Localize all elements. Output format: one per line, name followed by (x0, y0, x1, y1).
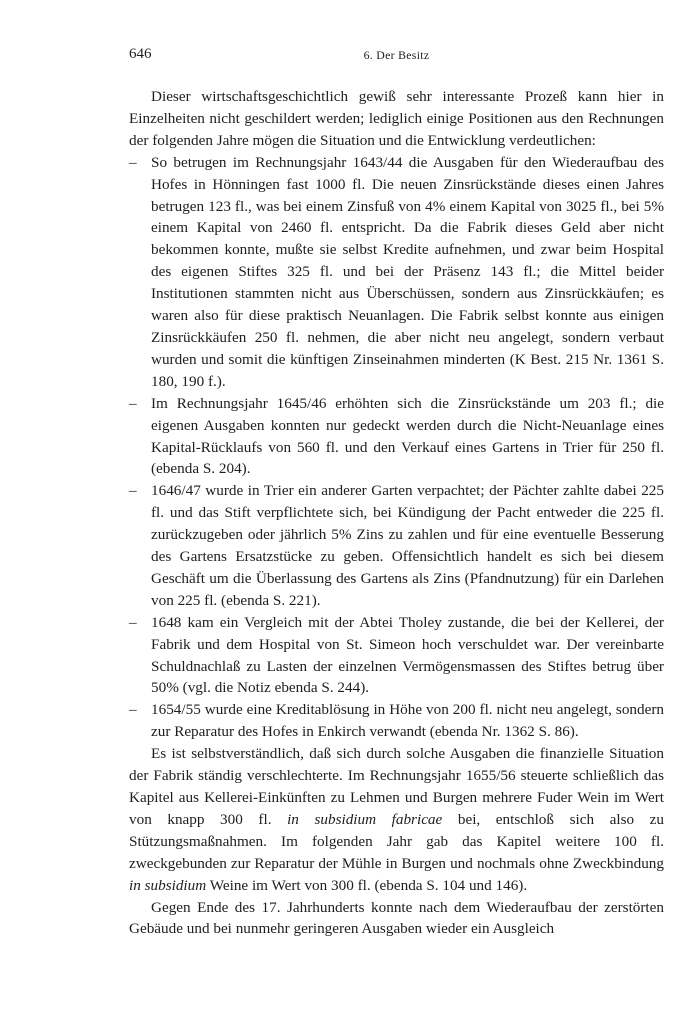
latin-phrase: in subsidium fabricae (287, 810, 443, 828)
list-item-text: 1654/55 wurde eine Kreditablösung in Höhe von 200 fl. nicht neu angelegt, sondern zur Reparatur des Hofes in Enkirch verwandt (ebenda Nr. 1362 S. 86). (151, 701, 664, 741)
list-item-text: 1648 kam ein Vergleich mit der Abtei Tholey zustande, die bei der Kellerei, der Fabrik und dem Hospital von St. Simeon hoch verschuldet war. Der vereinbarte Schuldnachlaß zu Lasten der einzelnen Vermögensmassen des Stiftes betrug über 50% (vgl. die Notiz ebenda S. 244). (151, 613, 664, 697)
list-item-text: So betrugen im Rechnungsjahr 1643/44 die Ausgaben für den Wiederaufbau des Hofes in Hönningen fast 1000 fl. Die neuen Zinsrückstände dieses einen Jahres betrugen 123 fl., was bei einem Zinsfuß von 4% einem Kapital von 3025 fl., bei 5% einem Kapital von 2460 fl. entspricht. Da die Fabrik dieses Geld aber nicht bekommen konnte, mußte sie selbst Kredite aufnehmen, und zwar beim Hospital des eigenen Stiftes 325 fl. und bei der Präsenz 143 fl.; die Mittel beider Institutionen stammten nicht aus Überschüssen, sondern aus Zinsrückkäufen; es waren also für diese praktisch Neuanlagen. Die Fabrik selbst konnte aus einigen Zinsrückkäufen 250 fl. nehmen, die aber nicht neu angelegt, sondern verbaut wurden und somit die künftigen Zinseinahmen minderten (K Best. 215 Nr. 1361 S. 180, 190 f.). (151, 153, 664, 390)
list-item-text: 1646/47 wurde in Trier ein anderer Garten verpachtet; der Pächter zahlte dabei 225 fl. und das Stift verpflichtete sich, bei Kündigung der Pacht entweder die 225 fl. zurückzugeben oder jährlich 5% Zins zu zahlen und für eine eventuelle Besserung des Gartens Ersatzstücke zu geben. Offensichtlich handelt es sich bei diesem Geschäft um die Überlassung des Gartens als Zins (Pfandnutzung) für ein Darlehen von 225 fl. (ebenda S. 221). (151, 482, 664, 609)
running-head: 6. Der Besitz (363, 48, 430, 62)
dash-marker: – (129, 394, 137, 412)
dash-marker: – (129, 153, 137, 171)
paragraph-century-end: Gegen Ende des 17. Jahrhunderts konnte nach dem Wiederaufbau der zerstörten Gebäude und bei nunmehr geringeren Ausgaben wieder ein Ausgleich (129, 898, 664, 938)
paragraph-text: Es ist selbstverständlich, daß sich durch solche Ausgaben die finanzielle Situation der Fabrik ständig verschlechterte. Im Rechnungsjahr 1655/56 steuerte schließlich das Kapitel aus Kellerei-Einkünften zu Lehmen und Burgen mehrere Fuder Wein im Wert von knapp 300 fl. (129, 745, 664, 828)
dash-marker: – (129, 613, 137, 631)
page-header (129, 44, 664, 66)
dash-list (129, 152, 664, 743)
list-item (129, 612, 664, 700)
latin-phrase: in subsidium (129, 876, 207, 894)
dash-marker: – (129, 701, 137, 719)
page-number: 646 (129, 46, 152, 62)
paragraph-text: Weine im Wert von 300 fl. (ebenda S. 104 und 146). (206, 876, 528, 894)
body-text (129, 86, 664, 940)
intro-paragraph: Dieser wirtschaftsgeschichtlich gewiß sehr interessante Prozeß kann hier in Einzelheiten nicht geschildert werden; lediglich einige Positionen aus den Rechnungen der folgenden Jahre mögen die Situation und die Entwicklung verdeutlichen: (129, 88, 664, 149)
list-item (129, 393, 664, 481)
list-item (129, 152, 664, 393)
paragraph-text: bei, entschloß sich also zu Stützungsmaßnahmen. Im folgenden Jahr gab das Kapitel weitere 100 fl. zweckgebunden zur Reparatur der Mühle in Burgen und nochmals ohne Zweckbindung (129, 810, 665, 872)
list-item (129, 699, 664, 743)
list-item-text: Im Rechnungsjahr 1645/46 erhöhten sich die Zinsrückstände um 203 fl.; die eigenen Ausgaben konnten nur gedeckt werden durch die Nicht-Neuanlage eines Kapital-Rücklaufs von 560 fl. und den Verkauf eines Gartens in Trier für 250 fl. (ebenda S. 204). (151, 394, 664, 478)
dash-marker: – (129, 482, 137, 500)
paragraph-fabric-situation (129, 743, 664, 896)
list-item (129, 480, 664, 611)
